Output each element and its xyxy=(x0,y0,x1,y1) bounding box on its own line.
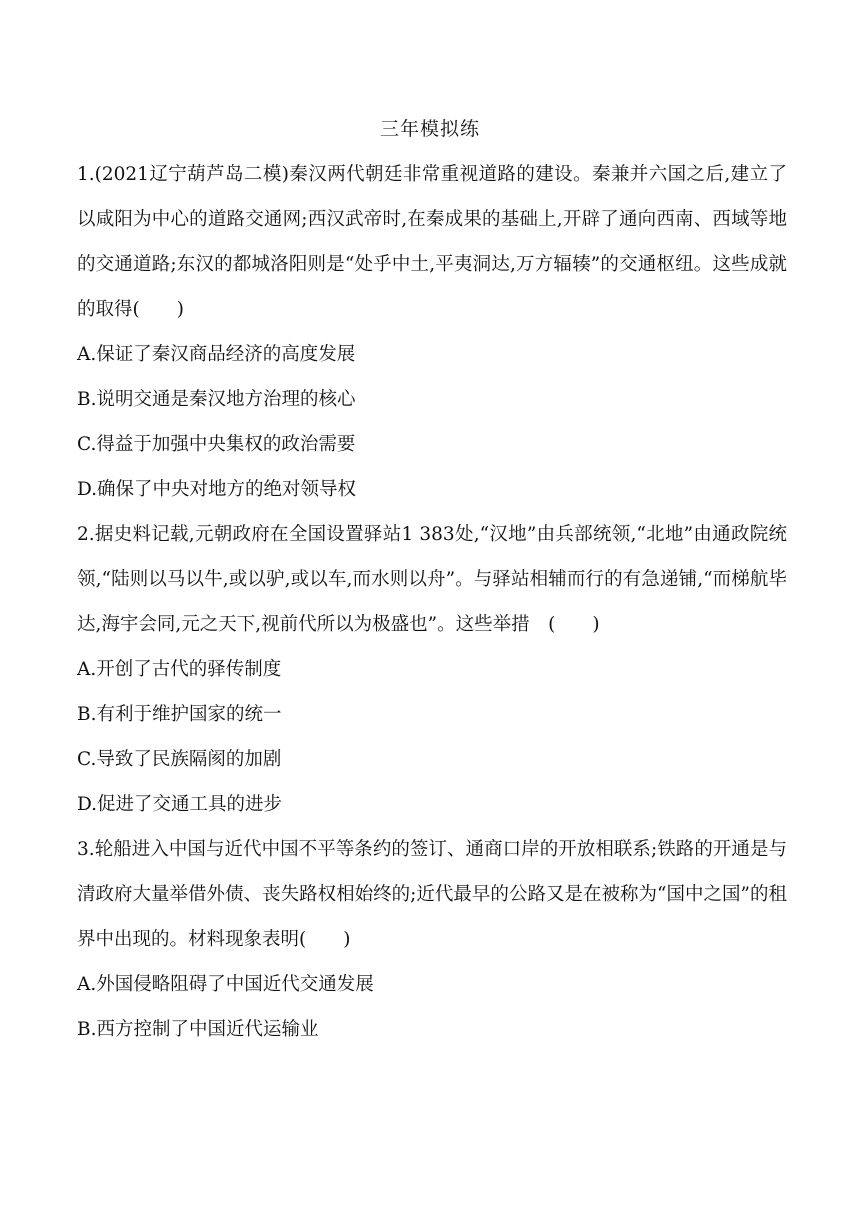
option-a: A.外国侵略阻碍了中国近代交通发展 xyxy=(77,974,374,995)
option-d: D.促进了交通工具的进步 xyxy=(77,794,283,815)
question-list xyxy=(77,152,787,1052)
option-a: A.开创了古代的驿传制度 xyxy=(77,659,282,680)
question-3 xyxy=(77,827,787,1052)
option-c: C.导致了民族隔阂的加剧 xyxy=(77,749,282,770)
option-b: B.说明交通是秦汉地方治理的核心 xyxy=(77,389,356,410)
question-stem: 1.(2021辽宁葫芦岛二模)秦汉两代朝廷非常重视道路的建设。秦兼并六国之后,建立了以咸阳为中心的道路交通网;西汉武帝时,在秦成果的基础上,开辟了通向西南、西域等地的交通道路;东汉的都城洛阳则是“处乎中土,平夷洞达,万方辐辏”的交通枢纽。这些成就的取得( ) xyxy=(77,164,787,320)
option-a: A.保证了秦汉商品经济的高度发展 xyxy=(77,344,356,365)
question-stem: 3.轮船进入中国与近代中国不平等条约的签订、通商口岸的开放相联系;铁路的开通是与清政府大量举借外债、丧失路权相始终的;近代最早的公路又是在被称为“国中之国”的租界中出现的。材料现象表明( ) xyxy=(77,839,787,950)
option-b: B.西方控制了中国近代运输业 xyxy=(77,1019,319,1040)
question-stem: 2.据史料记载,元朝政府在全国设置驿站1 383处,“汉地”由兵部统领,“北地”由通政院统领,“陆则以马以牛,或以驴,或以车,而水则以舟”。与驿站相辅而行的有急递铺,“而梯航毕达,海宇会同,元之天下,视前代所以为极盛也”。这些举措 ( ) xyxy=(77,524,787,635)
question-2 xyxy=(77,512,787,827)
option-b: B.有利于维护国家的统一 xyxy=(77,704,282,725)
option-c: C.得益于加强中央集权的政治需要 xyxy=(77,434,356,455)
question-1 xyxy=(77,152,787,512)
option-d: D.确保了中央对地方的绝对领导权 xyxy=(77,479,357,500)
page-title: 三年模拟练 xyxy=(379,118,480,140)
